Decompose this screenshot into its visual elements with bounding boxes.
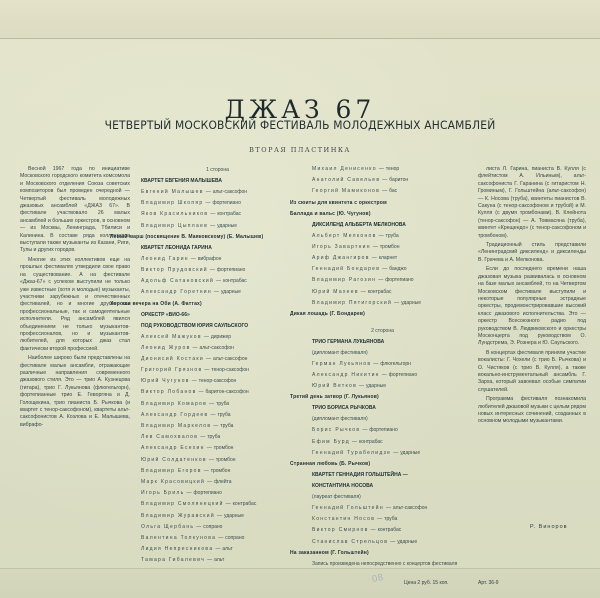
musician-instrument: альт-саксофон (392, 505, 428, 511)
musician-instrument: сопрано (203, 523, 223, 530)
musician-instrument: труба (385, 232, 399, 239)
em-dash: — (191, 378, 197, 385)
musician-name: Владимир Смолянецкий (141, 501, 224, 508)
em-dash: — (382, 266, 388, 273)
em-dash: — (208, 456, 214, 463)
musician-credit (290, 437, 475, 448)
em-dash: — (359, 383, 365, 390)
track-title: Дикая лошадь (Г. Бондарев) (290, 310, 366, 317)
musician-instrument: контрабас (358, 438, 383, 445)
musician-instrument: контрабас (223, 278, 247, 285)
essay-paragraph: Если до последнего времени наша джазовая музыка развивалась в основном на базе малых ансамблей, то на Четвертом Московском фестивале выступили и некоторые популярные эстрадные оркестры, продемонстрировавшие высокий класс джазового исполнительства. Это — оркестр Всесоюзного радио под руководством В. Людвиковского и оркестры Москонцерта под руководством О. Лундстрема, Э. Рознера и Ю. Саульского. (478, 266, 586, 347)
musician-instrument: баритон-саксофон (205, 389, 249, 396)
musician-name: Владимир Егоров (141, 467, 202, 474)
musician-instrument: альт (222, 546, 233, 553)
musician-instrument: тромбон (215, 456, 236, 463)
musician-instrument: альт-саксофон (212, 189, 248, 195)
em-dash: — (385, 505, 391, 511)
intro-paragraph: Наиболее широко были представлены на фестивале малые ансамбли, отражающие различные направления современного джазового стиля. Это — трио А. Кузнецова (гитара), трио Г. Лукьянова (флюгельгорн), фортепианные трио Е. Геворгяна и Д. Голощекина, трио пианиста Б. Рычкова (и квартет с тенор-саксофоном), квартеты альт-саксофонистов А. Козлова и Е. Малышева, вибрафо- (20, 355, 130, 428)
musician-instrument: труба (220, 423, 234, 429)
musician-name: Юрий Ветков (312, 383, 358, 390)
em-dash: — (200, 434, 206, 441)
musician-credit (135, 555, 300, 566)
em-dash: — (216, 512, 222, 519)
em-dash: — (360, 288, 366, 295)
article-number: Арт. 36-9 (478, 580, 499, 586)
musician-name: Владимир Рагозин (312, 277, 377, 284)
musician-instrument: тенор (385, 166, 400, 172)
musician-name: Владимир Шкопяр (141, 200, 204, 207)
musician-instrument: флейта (214, 478, 232, 485)
ensemble-name: ОРКЕСТР «ВИО-66» (141, 311, 190, 318)
musician-name: Михаил Денисенко (312, 166, 377, 172)
em-dash: — (198, 389, 204, 396)
musician-name: Лев Самохвалов (141, 434, 199, 441)
em-dash: — (206, 445, 212, 452)
em-dash: — (373, 360, 379, 367)
em-dash: — (203, 333, 209, 340)
em-dash: — (390, 538, 396, 545)
em-dash: — (382, 188, 388, 195)
musician-instrument: контрабас (217, 211, 241, 218)
musician-name: Владимир Комаров (141, 400, 208, 407)
musician-instrument: ударные (366, 383, 386, 390)
musician-credit (290, 370, 475, 381)
musician-instrument: альт-саксофон (199, 344, 234, 351)
em-dash: — (205, 200, 211, 207)
musician-name: Константин Носов (312, 516, 376, 523)
musician-instrument: тенор-саксофон (211, 367, 249, 374)
musician-credit (290, 381, 475, 392)
musician-name: Лидия Непресникова (141, 546, 214, 553)
em-dash: — (371, 254, 377, 261)
ensemble-name: ПОД РУКОВОДСТВОМ ЮРИЯ САУЛЬСКОГО (141, 322, 249, 329)
musician-credit (290, 253, 475, 264)
musician-credit (290, 537, 475, 548)
ensemble-award-note: (дипломант фестиваля) (312, 349, 368, 356)
musician-name: Григорий Грязнов (141, 367, 203, 374)
musician-instrument: ударные (401, 299, 422, 306)
musician-name: Ольга Щербань (141, 523, 195, 530)
musician-credit (135, 221, 300, 232)
em-dash: — (215, 546, 221, 553)
musician-name: Геннадий Турабелидзе (312, 449, 392, 456)
musician-instrument: фортепиано (385, 277, 414, 284)
track-title: Странная любовь (Б. Рычков) (290, 461, 371, 467)
musician-credit (135, 343, 300, 354)
musician-credit (135, 399, 300, 410)
musician-name: Алексей Мажуков (141, 333, 202, 340)
musician-name: Евгений Малышев (141, 189, 204, 195)
em-dash: — (382, 177, 388, 184)
musician-instrument: кларнет (378, 254, 398, 261)
musician-instrument: труба (216, 400, 230, 407)
musician-credit (135, 466, 300, 477)
musician-name: Игорь Бриль (141, 490, 185, 497)
track-title: Левый марш (посвящение В. Маяковскому) (Е. Малышев) (110, 233, 264, 240)
em-dash: — (192, 344, 198, 351)
musician-credit (135, 265, 300, 276)
em-dash: — (218, 534, 224, 541)
musician-name: Валентина Толкунова (141, 534, 217, 541)
musician-credit (290, 525, 475, 536)
side-label: 1 сторона (206, 167, 229, 173)
intro-paragraph: Весной 1967 года по инициативе Московского городского комитета комсомола и Московского отделения Союза советских композиторов был проведен очередной — Четвертый фестиваль молодежных джазовых ансамблей «ДЖАЗ 67». В фестивале участвовало 26 малых ансамблей и больших оркестров, в основном — из Москвы, Ленинграда, Тбилиси и Калинина. В составе ряда коллективов выступали также музыканты из Казани, Риги, Тулы и других городов. (20, 166, 130, 254)
musician-credit (135, 410, 300, 421)
musician-credit (135, 477, 300, 488)
ink-stamp: 08 (371, 572, 385, 586)
ensemble-name: КВАРТЕТ ЛЕОНИДА ГАРИНА (141, 244, 212, 251)
musician-name: Герман Лукьянов (312, 360, 372, 367)
price-label: Цена 2 руб. 15 коп. (404, 580, 449, 586)
side-1-tracklist (110, 165, 300, 578)
track-title: Из сюиты для квинтета с оркестром (290, 199, 387, 206)
musician-instrument: ударные (220, 289, 241, 296)
musician-credit (135, 421, 300, 432)
musician-credit (135, 376, 300, 387)
ensemble-award-note: (лауреат фестиваля) (312, 494, 361, 500)
musician-name: Александр Горетнин (141, 289, 212, 296)
em-dash: — (225, 501, 231, 508)
em-dash: — (205, 189, 211, 195)
musician-instrument: альт (214, 557, 225, 564)
album-title: ДЖАЗ 67 (224, 94, 376, 124)
side-1-continued-and-side-2-tracklist (290, 164, 475, 570)
essay-paragraph: Программа фестиваля познакомила любителей джазовой музыки с целым рядом новых интересных сочинений, созданных в основном молодыми музыкантами. (478, 396, 586, 425)
ensemble-name: КОНСТАНТИНА НОСОВА (312, 483, 374, 489)
musician-instrument: ударные (223, 512, 244, 519)
em-dash: — (186, 490, 192, 497)
essay-paragraph: листа Л. Гарина, пианиста В. Кулля (с флейтистом А. Ильиным), альт-саксофониста Г. Гаранина (с гитаристом Н. Громиным), Г. Гольштейна (альт-саксофон) — К. Носова (труба), квинтеты пианистов В. Сакуна (с тенор-саксофоном и трубой) и М. Кулля (с двумя тромбонами), В. Клейнота (тенор-саксофон) — А. Товмасяна (труба), квинтет «Крещендо» (с тенор-саксофоном и тромбоном). (478, 166, 586, 239)
musician-credit (135, 276, 300, 287)
musician-name: Александр Есехин (141, 445, 205, 452)
musician-instrument: труба (384, 516, 398, 523)
musician-name: Владимир Маркелов (141, 423, 212, 429)
track-title: Хороши вечера на Оби (А. Фаттах) (110, 300, 202, 307)
essay-continued-column (478, 166, 586, 426)
ensemble-name: ДИКСИЛЕНД АЛЬБЕРТА МЕЛКОНОВА (312, 221, 406, 228)
top-edge-band (0, 0, 600, 39)
musician-instrument: тромбон (213, 445, 234, 452)
musician-name: Станислав Стрельцов (312, 538, 389, 545)
em-dash: — (378, 232, 384, 239)
musician-instrument: ударные (217, 222, 238, 229)
musician-credit (290, 359, 475, 370)
musician-credit (290, 231, 475, 242)
track-title: Баллада и вальс (Ю. Чугунов) (290, 210, 371, 217)
musician-name: Юрий Солдатенков (141, 456, 207, 463)
musician-instrument: банджо (389, 266, 407, 273)
musician-instrument: тенор-саксофон (198, 378, 237, 385)
musician-credit (290, 175, 475, 186)
musician-instrument: фортепиано (216, 266, 246, 273)
musician-credit (290, 425, 475, 436)
musician-instrument: баритон (389, 177, 409, 184)
musician-name: Юрий Чугунов (141, 378, 190, 385)
musician-credit (135, 443, 300, 454)
musician-credit (135, 522, 300, 533)
musician-credit (135, 187, 300, 198)
em-dash: — (370, 527, 376, 534)
intro-paragraph: Многие из этих коллективов еще на прошлых фестивалях утвердили свое право на существование. А на фестивале «Джаз-67» с успехом выступили не только уже известные (хотя и молодые) музыканты, участники зарубежных и отечественных фестивалей, но и многие другие как профессиональные, так и самодеятельные исполнители. Ряд ансамблей явился объединением не только музыкантов-профессионалов, но и музыкантов-любителей, для которых джаз стал фактически второй профессией. (20, 256, 130, 352)
musician-name: Яков Красильников (141, 211, 209, 218)
musician-instrument: труба (217, 411, 231, 418)
em-dash: — (210, 411, 216, 418)
author-signature: Р. Виноров (530, 524, 568, 530)
musician-credit (135, 455, 300, 466)
musician-credit (290, 264, 475, 275)
em-dash: — (210, 222, 216, 229)
musician-instrument: ударные (397, 538, 418, 545)
musician-credit (135, 511, 300, 522)
musician-credit (135, 209, 300, 220)
musician-name: Борис Рычков (312, 427, 361, 434)
recording-note: Запись произведена непосредственно с концертов фестиваля (312, 560, 458, 567)
musician-name: Георгий Мамиконов (312, 188, 381, 195)
musician-credit (135, 533, 300, 544)
musician-instrument: фортепиано (212, 200, 241, 207)
em-dash: — (351, 438, 357, 445)
ensemble-name: КВАРТЕТ ГЕННАДИЯ ГОЛЬШТЕЙНА — (312, 472, 408, 478)
musician-credit (290, 186, 475, 197)
musician-name: Тамара Гибалевич (141, 557, 206, 564)
essay-paragraph: В концертах фестиваля приняли участие вокалисты: Г. Чохели (с трио Б. Рычкова) и О. Чистяков (с трио В. Кулля), а также вокально-инструментальный ансамбль Г. Зарха, который завоевал особые симпатии слушателей. (478, 349, 586, 393)
musician-name: Виктор Лобанов (141, 389, 197, 396)
musician-name: Владимир Цыплаев (141, 222, 209, 229)
record-number: ВТОРАЯ ПЛАСТИНКА (249, 146, 351, 154)
musician-credit (135, 287, 300, 298)
em-dash: — (207, 557, 213, 564)
musician-instrument: труба (207, 434, 221, 441)
musician-credit (135, 354, 300, 365)
em-dash: — (377, 516, 383, 523)
em-dash: — (394, 299, 400, 306)
musician-name: Альберт Мелконов (312, 232, 377, 239)
musician-credit (290, 503, 475, 514)
em-dash: — (372, 243, 378, 250)
musician-name: Александр Гордеев (141, 411, 209, 418)
musician-name: Геннадий Бондарев (312, 266, 381, 273)
musician-credit (135, 332, 300, 343)
musician-name: Ефим Бурд (312, 438, 350, 445)
musician-instrument: флюгельгорн (380, 360, 411, 367)
em-dash: — (216, 278, 222, 285)
ensemble-name: КВАРТЕТ ЕВГЕНИЯ МАЛЫШЕВА (141, 178, 223, 184)
musician-instrument: фортепиано (388, 372, 418, 379)
em-dash: — (207, 478, 213, 485)
musician-instrument: дирижер (210, 333, 232, 340)
em-dash: — (204, 367, 210, 374)
musician-credit (290, 298, 475, 309)
musician-instrument: контрабас (232, 501, 257, 508)
musician-name: Геннадий Гольштейн (312, 505, 384, 511)
em-dash: — (209, 400, 215, 407)
musician-credit (135, 254, 300, 265)
musician-credit (135, 387, 300, 398)
em-dash: — (213, 289, 219, 296)
em-dash: — (205, 355, 211, 362)
album-subtitle: ЧЕТВЕРТЫЙ МОСКОВСКИЙ ФЕСТИВАЛЬ МОЛОДЕЖНЫХ АНСАМБЛЕЙ (104, 118, 496, 132)
musician-name: Анатолий Савельев (312, 177, 381, 184)
musician-name: Марк Красовицкий (141, 478, 206, 485)
musician-credit (135, 488, 300, 499)
musician-credit (290, 164, 475, 175)
em-dash: — (210, 211, 216, 218)
em-dash: — (393, 449, 399, 456)
musician-name: Виктор Смирнов (312, 527, 369, 534)
musician-instrument: сопрано (225, 534, 245, 541)
em-dash: — (209, 266, 215, 273)
musician-instrument: бас (389, 188, 398, 195)
musician-name: Виктор Прудовский (141, 266, 208, 273)
musician-credit (290, 448, 475, 459)
bottom-edge-band (0, 568, 600, 598)
musician-credit (135, 432, 300, 443)
musician-name: Дионисий Костаки (141, 355, 204, 362)
musician-credit (135, 365, 300, 376)
essay-paragraph: Традиционный стиль представили «Ленинградский диксиленд» и диксиленды В. Грачева и А. Мелконова. (478, 242, 586, 263)
musician-name: Ариф Джангиров (312, 254, 370, 261)
musician-name: Александр Никитин (312, 372, 380, 379)
track-title: Третий день затвор (Г. Лукьянов) (290, 394, 379, 401)
ensemble-name: ТРИО ГЕРМАНА ЛУКЬЯНОВА (312, 338, 385, 345)
musician-instrument: фортепиано (193, 490, 222, 497)
ensemble-award-note: (дипломант фестиваля) (312, 416, 368, 423)
em-dash: — (213, 423, 219, 429)
musician-credit (290, 242, 475, 253)
musician-credit (290, 275, 475, 286)
em-dash: — (190, 255, 196, 262)
musician-credit (135, 198, 300, 209)
musician-instrument: альт-саксофон (212, 355, 248, 362)
musician-instrument: контрабас (377, 527, 402, 534)
musician-name: Леонид Журов (141, 344, 191, 351)
musician-name: Владимир Журавский (141, 512, 215, 519)
musician-name: Игорь Завартнин (312, 243, 371, 250)
musician-instrument: фортепиано (369, 427, 398, 434)
musician-instrument: ударные (400, 449, 421, 456)
em-dash: — (196, 523, 202, 530)
musician-name: Леонид Гарин (141, 255, 189, 262)
em-dash: — (381, 372, 387, 379)
ensemble-name: ТРИО БОРИСА РЫЧКОВА (312, 405, 376, 412)
musician-credit (135, 499, 300, 510)
musician-credit (290, 287, 475, 298)
em-dash: — (203, 467, 209, 474)
musician-instrument: контрабас (367, 288, 392, 295)
musician-credit (135, 544, 300, 555)
musician-credit (290, 514, 475, 525)
em-dash: — (378, 277, 384, 284)
musician-name: Адольф Сатановский (141, 278, 215, 285)
side-label: 2 сторона (371, 327, 394, 334)
musician-name: Владимир Пятигорский (312, 299, 393, 306)
musician-name: Юрий Махеев (312, 288, 359, 295)
em-dash: — (378, 166, 384, 172)
musician-instrument: тромбон (379, 243, 400, 250)
musician-instrument: вибрафон (197, 255, 222, 262)
musician-instrument: тромбон (210, 467, 231, 474)
track-title: На заказанном (Г. Гольштейн) (290, 549, 369, 556)
em-dash: — (362, 427, 368, 434)
